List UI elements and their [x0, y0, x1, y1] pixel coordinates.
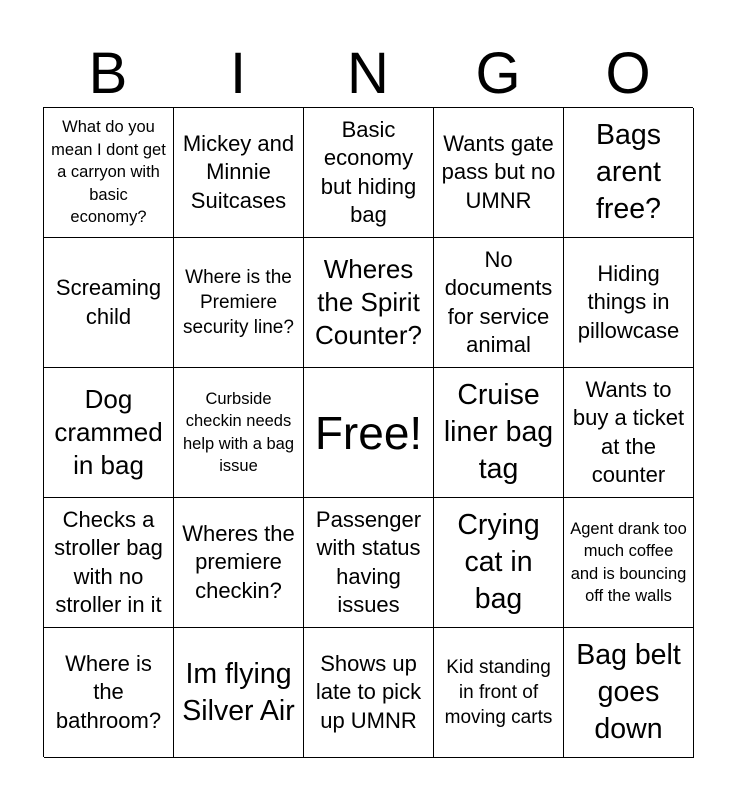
cell-text: Dog crammed in bag — [54, 384, 163, 480]
cell-text: Agent drank too much coffee and is bouncing off the walls — [570, 519, 687, 605]
cell-text: Hiding things in pillowcase — [577, 260, 680, 343]
bingo-cell-r5c1[interactable] — [44, 628, 174, 758]
header-letter-i: I — [229, 41, 247, 106]
bingo-cell-r2c1[interactable] — [44, 238, 174, 368]
bingo-cell-r4c1[interactable] — [44, 498, 174, 628]
bingo-cell-r1c4[interactable] — [434, 108, 564, 238]
cell-text: Passenger with status having issues — [315, 506, 422, 617]
cell-text: Wheres the premiere checkin? — [182, 520, 295, 603]
cell-text: Wants to buy a ticket at the counter — [572, 376, 685, 487]
bingo-cell-r2c5[interactable] — [564, 238, 694, 368]
cell-text: Bags arent free? — [596, 119, 661, 225]
bingo-cell-r1c3[interactable] — [304, 108, 434, 238]
bingo-cell-r4c3[interactable] — [304, 498, 434, 628]
bingo-cell-r5c5[interactable] — [564, 628, 694, 758]
cell-text: Curbside checkin needs help with a bag issue — [183, 389, 294, 475]
bingo-cell-r5c4[interactable] — [434, 628, 564, 758]
header-letter-n: N — [347, 41, 389, 106]
cell-text: Shows up late to pick up UMNR — [315, 650, 422, 733]
cell-text: Wheres the Spirit Counter? — [315, 254, 422, 350]
bingo-cell-r1c5[interactable] — [564, 108, 694, 238]
cell-text: Mickey and Minnie Suitcases — [182, 130, 295, 213]
cell-text: What do you mean I dont get a carryon with basic economy? — [51, 118, 166, 227]
bingo-cell-r5c2[interactable] — [174, 628, 304, 758]
bingo-cell-r2c4[interactable] — [434, 238, 564, 368]
bingo-cell-r3c5[interactable] — [564, 368, 694, 498]
free-space-cell[interactable] — [304, 368, 434, 498]
cell-text: Bag belt goes down — [576, 639, 681, 745]
bingo-cell-r4c5[interactable] — [564, 498, 694, 628]
cell-text: Checks a stroller bag with no stroller in it — [54, 506, 163, 617]
bingo-cell-r3c4[interactable] — [434, 368, 564, 498]
cell-text: No documents for service animal — [444, 246, 553, 357]
bingo-cell-r2c3[interactable] — [304, 238, 434, 368]
bingo-cell-r4c2[interactable] — [174, 498, 304, 628]
bingo-cell-r3c2[interactable] — [174, 368, 304, 498]
cell-text: Im flying Silver Air — [182, 657, 295, 727]
cell-text: Basic economy but hiding bag — [320, 116, 417, 227]
header-letter-g: G — [475, 41, 521, 106]
cell-text: Kid standing in front of moving carts — [444, 657, 553, 728]
bingo-header — [43, 40, 693, 108]
cell-text: Screaming child — [55, 275, 162, 329]
bingo-board — [43, 107, 693, 757]
bingo-cell-r3c1[interactable] — [44, 368, 174, 498]
cell-text: Crying cat in bag — [457, 509, 540, 615]
bingo-cell-r5c3[interactable] — [304, 628, 434, 758]
cell-text: Where is the bathroom? — [55, 650, 162, 733]
cell-text: Cruise liner bag tag — [443, 379, 554, 485]
header-letter-b: B — [88, 41, 128, 106]
bingo-cell-r4c4[interactable] — [434, 498, 564, 628]
free-space-label: Free! — [314, 406, 423, 459]
cell-text: Wants gate pass but no UMNR — [441, 130, 556, 213]
bingo-cell-r1c2[interactable] — [174, 108, 304, 238]
header-letter-o: O — [605, 41, 651, 106]
cell-text: Where is the Premiere security line? — [183, 267, 294, 338]
bingo-cell-r2c2[interactable] — [174, 238, 304, 368]
bingo-cell-r1c1[interactable] — [44, 108, 174, 238]
